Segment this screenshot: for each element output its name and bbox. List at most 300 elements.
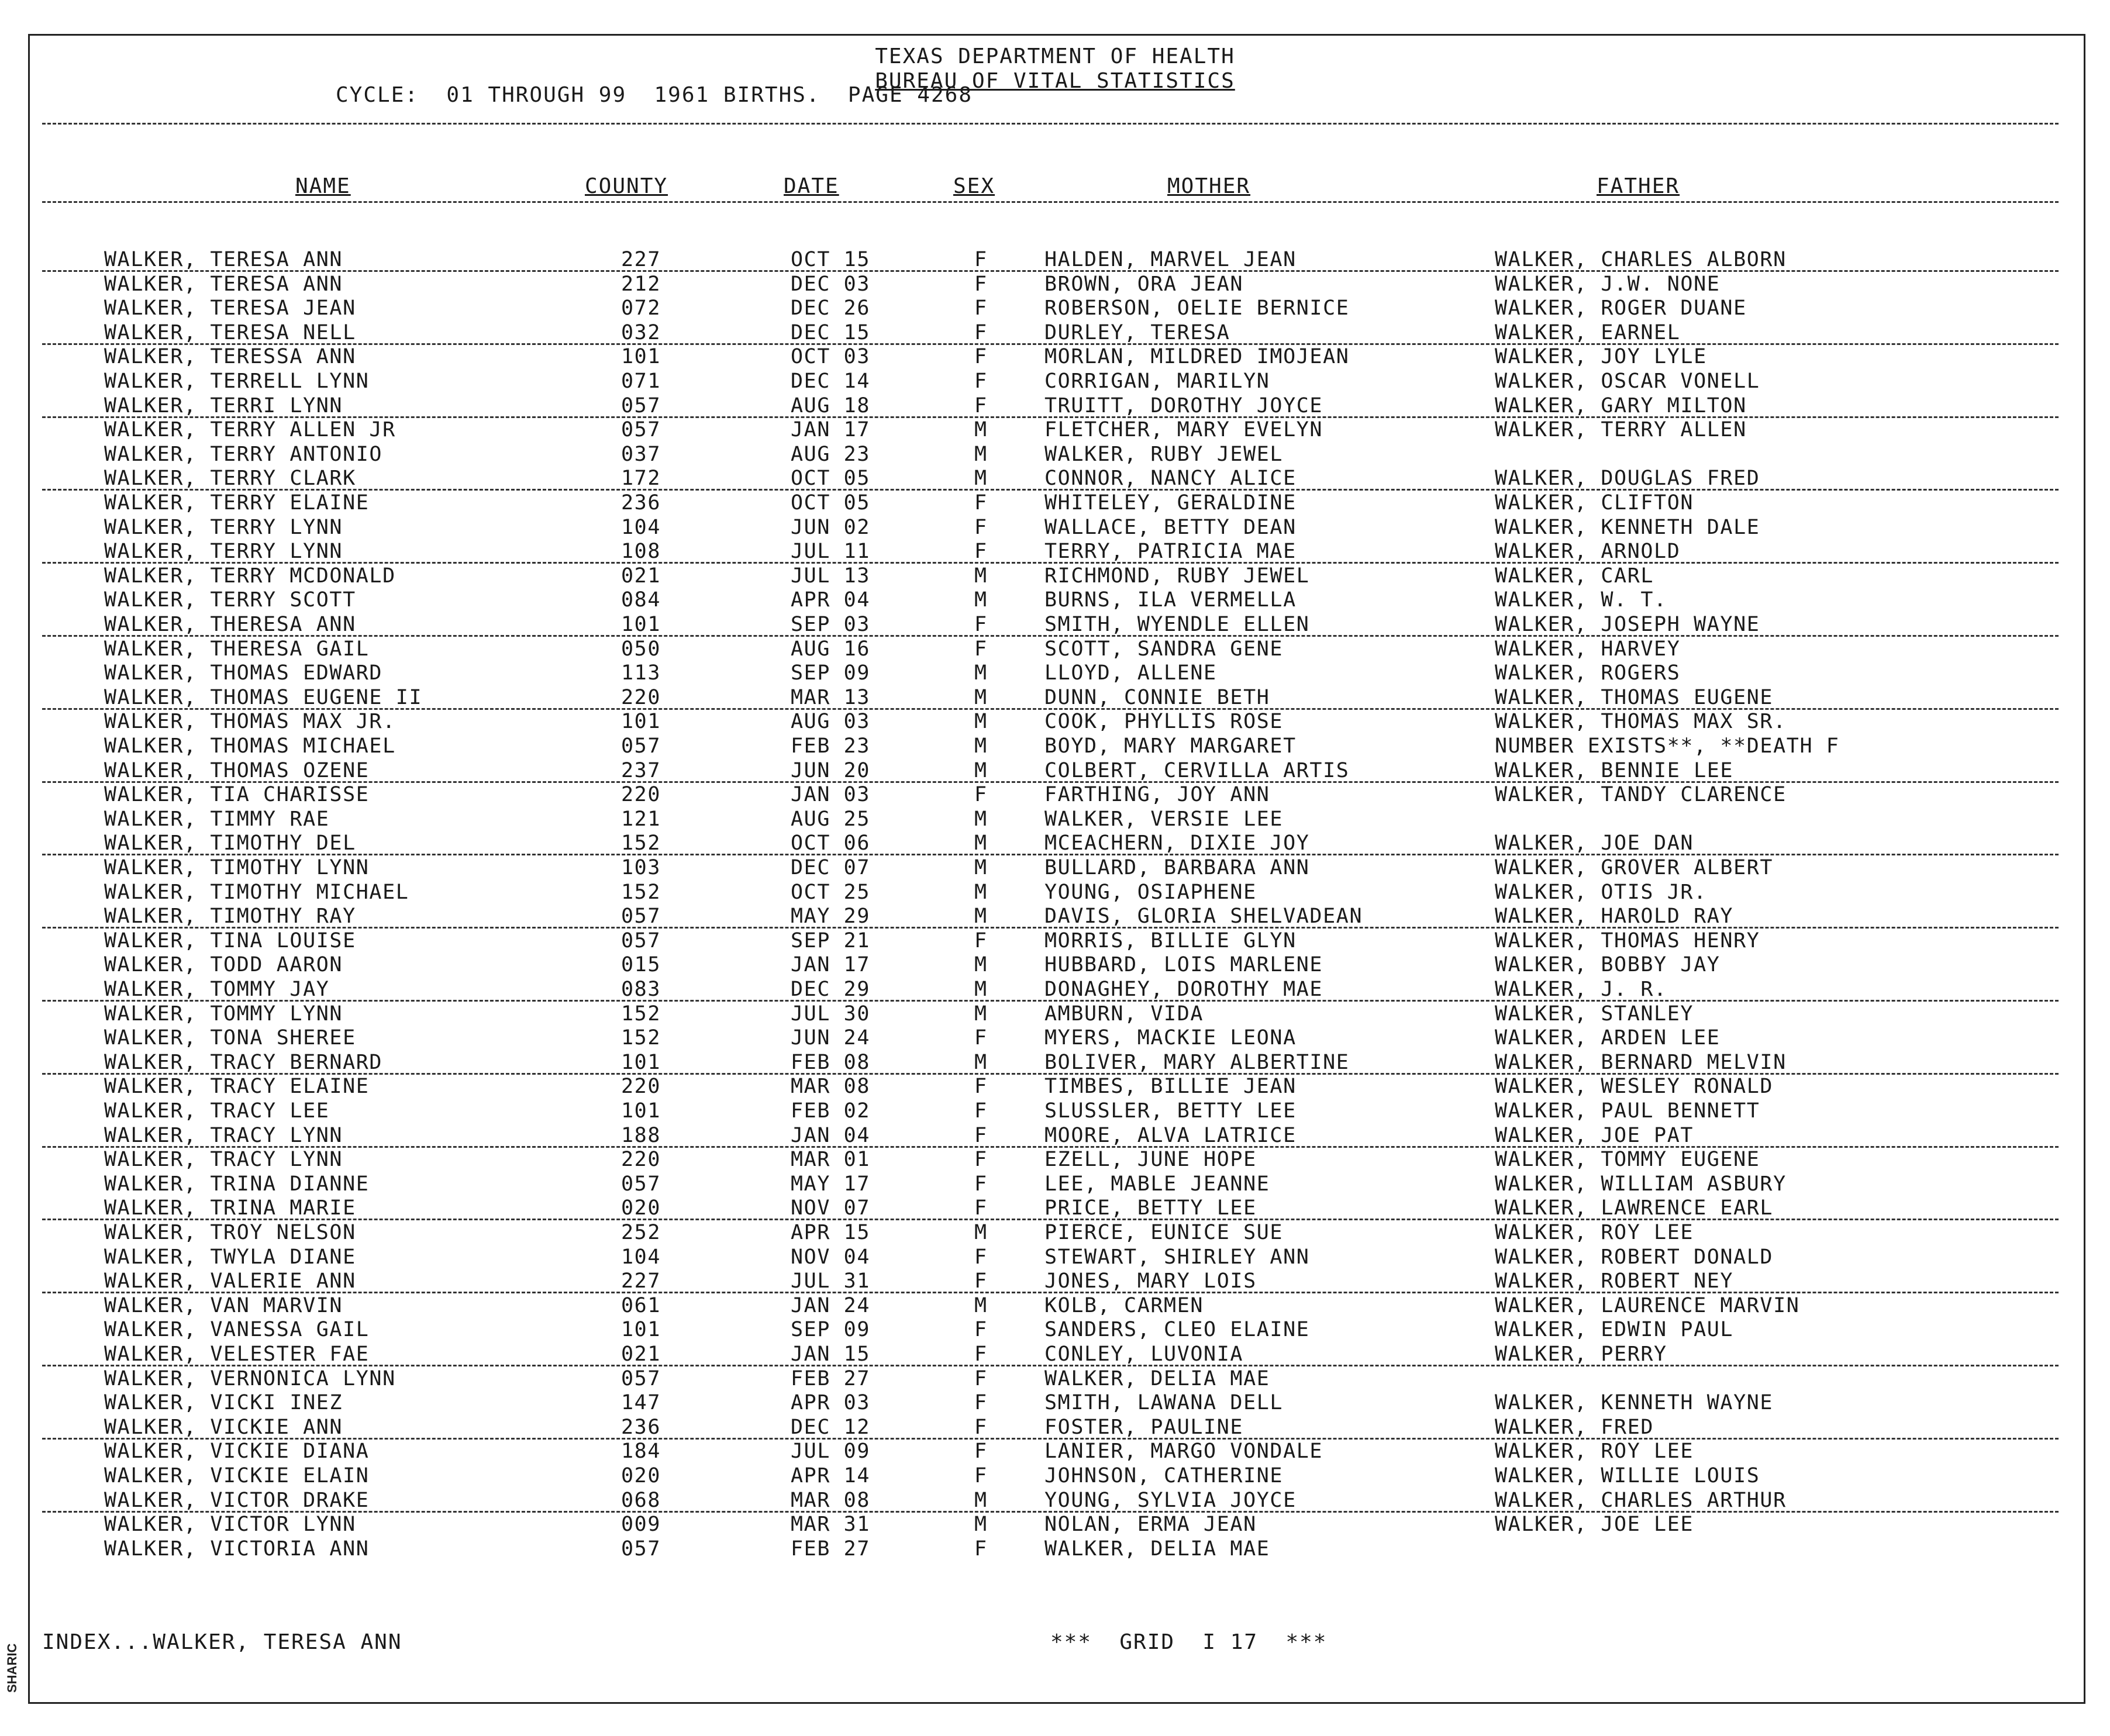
cell-name: WALKER, TRACY ELAINE [104,1075,370,1099]
cell-date: JUN 24 [791,1026,871,1050]
cell-mother: BROWN, ORA JEAN [1044,272,1244,296]
index-label: INDEX...WALKER, TERESA ANN [42,1630,402,1654]
table-row [0,929,2110,954]
cell-county: 057 [621,734,661,758]
cell-name: WALKER, VALERIE ANN [104,1269,356,1293]
grid-label: *** GRID I 17 *** [1050,1630,1328,1654]
cell-mother: CORRIGAN, MARILYN [1044,370,1270,393]
cell-mother: HUBBARD, LOIS MARLENE [1044,953,1323,977]
cell-date: AUG 16 [791,637,871,661]
separator-line [42,562,2059,564]
cell-father: WALKER, BERNARD MELVIN [1495,1050,1787,1074]
cell-date: JAN 03 [791,783,871,807]
column-header-mother: MOTHER [1167,174,1251,198]
cell-sex: M [974,734,988,758]
separator-line [42,854,2059,855]
cell-father: WALKER, JOE LEE [1495,1513,1694,1537]
cell-name: WALKER, VICKI INEZ [104,1391,343,1415]
cell-sex: M [974,564,988,588]
cell-name: WALKER, TRACY LYNN [104,1123,343,1147]
cell-county: 152 [621,1002,661,1026]
cell-date: APR 14 [791,1464,871,1487]
cell-father: WALKER, BOBBY JAY [1495,953,1721,977]
cell-mother: YOUNG, SYLVIA JOYCE [1044,1488,1297,1512]
cell-name: WALKER, TIMOTHY DEL [104,831,356,855]
cell-sex: M [974,1488,988,1512]
table-row [0,759,2110,784]
cell-county: 220 [621,1075,661,1099]
cell-father: WALKER, PERRY [1495,1342,1667,1366]
cell-sex: M [974,905,988,929]
cell-mother: JONES, MARY LOIS [1044,1269,1257,1293]
cell-name: WALKER, VANESSA GAIL [104,1318,370,1342]
cell-county: 188 [621,1123,661,1147]
cell-mother: DUNN, CONNIE BETH [1044,685,1270,709]
cell-mother: PIERCE, EUNICE SUE [1044,1221,1284,1244]
cell-mother: FLETCHER, MARY EVELYN [1044,418,1323,442]
cell-name: WALKER, TIA CHARISSE [104,783,370,807]
cell-name: WALKER, VICKIE ANN [104,1415,343,1439]
cell-mother: TERRY, PATRICIA MAE [1044,540,1297,564]
separator-line [42,1073,2059,1075]
cell-sex: F [974,296,988,320]
cell-mother: MORLAN, MILDRED IMOJEAN [1044,345,1350,369]
cell-father: WALKER, WILLIE LOUIS [1495,1464,1760,1487]
cell-father: WALKER, ROGER DUANE [1495,296,1747,320]
cell-sex: F [974,1537,988,1561]
cell-date: OCT 25 [791,880,871,904]
cell-mother: RICHMOND, RUBY JEWEL [1044,564,1310,588]
separator-line [42,1000,2059,1002]
table-row [0,1537,2110,1562]
cell-sex: M [974,880,988,904]
cell-county: 104 [621,515,661,539]
cell-sex: M [974,1293,988,1317]
table-row [0,710,2110,734]
cell-county: 057 [621,1172,661,1196]
cell-sex: M [974,978,988,1001]
cell-mother: MORRIS, BILLIE GLYN [1044,929,1297,952]
cell-sex: M [974,1050,988,1074]
cell-date: FEB 27 [791,1366,871,1390]
cell-date: JAN 15 [791,1342,871,1366]
cell-father: WALKER, BENNIE LEE [1495,758,1734,782]
table-row [0,661,2110,686]
cell-date: DEC 15 [791,320,871,344]
cell-sex: F [974,248,988,271]
cell-county: 021 [621,564,661,588]
cell-date: AUG 18 [791,394,871,417]
separator-line [42,1511,2059,1513]
cell-mother: BURNS, ILA VERMELLA [1044,588,1297,612]
cell-date: MAY 17 [791,1172,871,1196]
cell-county: 068 [621,1488,661,1512]
column-header-father: FATHER [1597,174,1680,198]
cell-mother: MOORE, ALVA LATRICE [1044,1123,1297,1147]
cell-mother: YOUNG, OSIAPHENE [1044,880,1257,904]
table-row [0,734,2110,759]
cell-sex: M [974,856,988,879]
cell-father: WALKER, GARY MILTON [1495,394,1747,417]
cell-sex: F [974,1245,988,1269]
cell-date: DEC 26 [791,296,871,320]
cell-sex: F [974,929,988,952]
cell-name: WALKER, TRACY LEE [104,1099,330,1123]
cell-date: AUG 25 [791,807,871,831]
cell-name: WALKER, VERNONICA LYNN [104,1366,396,1390]
cell-county: 050 [621,637,661,661]
cell-mother: LEE, MABLE JEANNE [1044,1172,1270,1196]
cell-mother: BOYD, MARY MARGARET [1044,734,1297,758]
cell-father: WALKER, EDWIN PAUL [1495,1318,1734,1342]
cell-date: FEB 08 [791,1050,871,1074]
table-row [0,905,2110,929]
table-row [0,1148,2110,1172]
table-row [0,443,2110,467]
cell-mother: WHITELEY, GERALDINE [1044,491,1297,515]
cell-name: WALKER, TRINA MARIE [104,1196,356,1220]
cell-date: OCT 05 [791,491,871,515]
cell-father: WALKER, PAUL BENNETT [1495,1099,1760,1123]
separator-line [42,1146,2059,1148]
cell-mother: SMITH, LAWANA DELL [1044,1391,1284,1415]
cell-name: WALKER, TERESA ANN [104,272,343,296]
table-row [0,1196,2110,1221]
cell-name: WALKER, TRINA DIANNE [104,1172,370,1196]
column-header-county: COUNTY [585,174,668,198]
cell-county: 020 [621,1464,661,1487]
cell-date: JAN 17 [791,418,871,442]
cell-father: WALKER, TERRY ALLEN [1495,418,1747,442]
cell-date: MAR 31 [791,1513,871,1537]
cell-date: JAN 04 [791,1123,871,1147]
cell-father: WALKER, OTIS JR. [1495,880,1707,904]
table-row [0,1099,2110,1124]
cell-county: 061 [621,1293,661,1317]
cell-county: 220 [621,685,661,709]
cell-county: 227 [621,248,661,271]
cell-mother: CONNOR, NANCY ALICE [1044,467,1297,491]
column-header-sex: SEX [953,174,995,198]
cell-father: WALKER, TANDY CLARENCE [1495,783,1787,807]
cell-name: WALKER, VICTOR DRAKE [104,1488,370,1512]
cell-county: 147 [621,1391,661,1415]
cell-date: DEC 14 [791,370,871,393]
cell-mother: STEWART, SHIRLEY ANN [1044,1245,1310,1269]
cell-father: WALKER, JOSEPH WAYNE [1495,613,1760,636]
table-row [0,1440,2110,1464]
cell-name: WALKER, VAN MARVIN [104,1293,343,1317]
table-row [0,1391,2110,1416]
cell-name: WALKER, TERRY LYNN [104,515,343,539]
cell-father: WALKER, THOMAS MAX SR. [1495,710,1787,734]
cell-sex: F [974,345,988,369]
cell-sex: M [974,588,988,612]
cell-sex: F [974,1196,988,1220]
cell-father: WALKER, TOMMY EUGENE [1495,1148,1760,1172]
table-row [0,637,2110,662]
cell-name: WALKER, TERRY CLARK [104,467,356,491]
cell-sex: F [974,394,988,417]
cell-father: WALKER, J.W. NONE [1495,272,1721,296]
cell-name: WALKER, TIMOTHY MICHAEL [104,880,409,904]
cell-county: 108 [621,540,661,564]
cell-father: WALKER, ARDEN LEE [1495,1026,1721,1050]
cell-mother: WALKER, DELIA MAE [1044,1366,1270,1390]
separator-line [42,927,2059,929]
cell-county: 071 [621,370,661,393]
cell-mother: HALDEN, MARVEL JEAN [1044,248,1297,271]
cell-date: OCT 15 [791,248,871,271]
cell-name: WALKER, VICKIE DIANA [104,1440,370,1464]
cell-sex: M [974,442,988,466]
cell-name: WALKER, TIMOTHY RAY [104,905,356,929]
cell-father: WALKER, JOE DAN [1495,831,1694,855]
cell-date: APR 03 [791,1391,871,1415]
cell-father: WALKER, CLIFTON [1495,491,1694,515]
cell-father: WALKER, ARNOLD [1495,540,1681,564]
cell-date: DEC 29 [791,978,871,1001]
cell-name: WALKER, VICKIE ELAIN [104,1464,370,1487]
cell-county: 212 [621,272,661,296]
cell-name: WALKER, THOMAS OZENE [104,758,370,782]
cell-sex: F [974,1366,988,1390]
cell-county: 152 [621,1026,661,1050]
cell-sex: F [974,491,988,515]
cell-county: 057 [621,905,661,929]
cell-date: SEP 21 [791,929,871,952]
cell-mother: AMBURN, VIDA [1044,1002,1204,1026]
cell-county: 057 [621,1366,661,1390]
cell-date: FEB 27 [791,1537,871,1561]
cell-mother: PRICE, BETTY LEE [1044,1196,1257,1220]
cell-date: APR 04 [791,588,871,612]
cell-date: OCT 03 [791,345,871,369]
cell-name: WALKER, TERRY SCOTT [104,588,356,612]
cell-sex: F [974,370,988,393]
cell-sex: M [974,807,988,831]
column-header-name: NAME [295,174,351,198]
separator-line [42,1219,2059,1220]
cell-county: 020 [621,1196,661,1220]
cell-county: 101 [621,613,661,636]
cell-sex: F [974,1318,988,1342]
cell-mother: MYERS, MACKIE LEONA [1044,1026,1297,1050]
table-row [0,613,2110,637]
cell-sex: F [974,1269,988,1293]
separator-line [42,781,2059,783]
cell-name: WALKER, TERESSA ANN [104,345,356,369]
cell-father: WALKER, KENNETH DALE [1495,515,1760,539]
cell-county: 184 [621,1440,661,1464]
cell-date: MAR 08 [791,1075,871,1099]
cell-name: WALKER, TERESA ANN [104,248,343,271]
cell-county: 172 [621,467,661,491]
separator-line [42,416,2059,418]
cell-mother: EZELL, JUNE HOPE [1044,1148,1257,1172]
table-row [0,248,2110,272]
table-row [0,831,2110,856]
cell-county: 101 [621,710,661,734]
cell-county: 152 [621,831,661,855]
cell-date: AUG 03 [791,710,871,734]
cell-county: 236 [621,1415,661,1439]
cell-name: WALKER, TRACY LYNN [104,1148,343,1172]
cell-sex: F [974,540,988,564]
table-row [0,540,2110,564]
cell-name: WALKER, THOMAS MICHAEL [104,734,396,758]
cell-county: 101 [621,1050,661,1074]
cell-date: APR 15 [791,1221,871,1244]
cell-mother: BULLARD, BARBARA ANN [1044,856,1310,879]
cell-sex: F [974,515,988,539]
cell-county: 009 [621,1513,661,1537]
cell-father: WALKER, ROY LEE [1495,1440,1694,1464]
column-header-date: DATE [784,174,839,198]
table-row [0,1002,2110,1027]
table-row [0,516,2110,540]
cell-date: JAN 24 [791,1293,871,1317]
cell-date: JUN 02 [791,515,871,539]
cell-sex: M [974,685,988,709]
separator-line [42,1438,2059,1440]
cell-name: WALKER, TIMMY RAE [104,807,330,831]
separator-line [42,708,2059,710]
cell-name: WALKER, TERRY LYNN [104,540,343,564]
cell-county: 121 [621,807,661,831]
cell-date: OCT 06 [791,831,871,855]
table-row [0,1221,2110,1245]
cell-mother: SMITH, WYENDLE ELLEN [1044,613,1310,636]
cell-mother: CONLEY, LUVONIA [1044,1342,1244,1366]
table-row [0,856,2110,881]
cell-mother: DAVIS, GLORIA SHELVADEAN [1044,905,1363,929]
table-row [0,1318,2110,1342]
cell-date: AUG 23 [791,442,871,466]
cell-mother: SCOTT, SANDRA GENE [1044,637,1284,661]
table-row [0,296,2110,321]
cell-county: 021 [621,1342,661,1366]
cell-mother: WALKER, DELIA MAE [1044,1537,1270,1561]
cell-date: JUL 09 [791,1440,871,1464]
cell-sex: F [974,1075,988,1099]
cell-sex: M [974,758,988,782]
cell-mother: COLBERT, CERVILLA ARTIS [1044,758,1350,782]
cell-father: WALKER, HARVEY [1495,637,1681,661]
cell-sex: F [974,320,988,344]
cell-father: WALKER, OSCAR VONELL [1495,370,1760,393]
table-row [0,1269,2110,1294]
cell-mother: TRUITT, DOROTHY JOYCE [1044,394,1323,417]
cell-date: JUL 13 [791,564,871,588]
table-row [0,1294,2110,1319]
cell-sex: F [974,1172,988,1196]
cell-county: 057 [621,418,661,442]
cell-sex: F [974,613,988,636]
cell-name: WALKER, TWYLA DIANE [104,1245,356,1269]
cell-father: WALKER, JOY LYLE [1495,345,1707,369]
cell-father: WALKER, KENNETH WAYNE [1495,1391,1774,1415]
cell-name: WALKER, THOMAS EDWARD [104,661,383,685]
cell-name: WALKER, TERESA NELL [104,320,356,344]
cycle-line: CYCLE: 01 THROUGH 99 1961 BIRTHS. PAGE 4268 [336,83,973,107]
cell-name: WALKER, TINA LOUISE [104,929,356,952]
cell-date: OCT 05 [791,467,871,491]
cell-county: 083 [621,978,661,1001]
cell-date: FEB 23 [791,734,871,758]
cell-date: NOV 04 [791,1245,871,1269]
cell-name: WALKER, TERRY MCDONALD [104,564,396,588]
department-title: TEXAS DEPARTMENT OF HEALTH [875,44,1235,68]
cell-county: 113 [621,661,661,685]
bureau-title: BUREAU OF VITAL STATISTICS [875,69,1235,93]
cell-county: 084 [621,588,661,612]
cell-name: WALKER, TROY NELSON [104,1221,356,1244]
cell-mother: DURLEY, TERESA [1044,320,1230,344]
cell-county: 015 [621,953,661,977]
cell-name: WALKER, TONA SHEREE [104,1026,356,1050]
cell-mother: BOLIVER, MARY ALBERTINE [1044,1050,1350,1074]
cell-name: WALKER, THERESA GAIL [104,637,370,661]
cell-sex: F [974,1415,988,1439]
cell-date: SEP 03 [791,613,871,636]
cell-mother: DONAGHEY, DOROTHY MAE [1044,978,1323,1001]
separator-line [42,270,2059,272]
cell-date: JUL 31 [791,1269,871,1293]
cell-mother: ROBERSON, OELIE BERNICE [1044,296,1350,320]
cell-name: WALKER, TERRI LYNN [104,394,343,417]
cell-sex: F [974,1440,988,1464]
cell-county: 103 [621,856,661,879]
cell-name: WALKER, TERRY ANTONIO [104,442,383,466]
table-row [0,370,2110,394]
cell-father: WALKER, THOMAS HENRY [1495,929,1760,952]
cell-sex: F [974,1148,988,1172]
cell-county: 037 [621,442,661,466]
cell-sex: F [974,637,988,661]
table-row [0,1416,2110,1440]
cell-sex: F [974,1026,988,1050]
table-row [0,272,2110,297]
cell-father: WALKER, JOE PAT [1495,1123,1694,1147]
cell-name: WALKER, TERESA JEAN [104,296,356,320]
cell-sex: M [974,1002,988,1026]
cell-mother: WALKER, RUBY JEWEL [1044,442,1284,466]
cell-sex: M [974,1221,988,1244]
cell-county: 236 [621,491,661,515]
cell-name: WALKER, VICTOR LYNN [104,1513,356,1537]
table-row [0,783,2110,807]
table-row [0,1245,2110,1270]
cell-date: JAN 17 [791,953,871,977]
cell-sex: F [974,783,988,807]
cell-date: DEC 12 [791,1415,871,1439]
cell-father: WALKER, CHARLES ALBORN [1495,248,1787,271]
table-row [0,686,2110,710]
cell-county: 057 [621,394,661,417]
separator-line [42,489,2059,491]
cell-sex: F [974,1342,988,1366]
cell-father: WALKER, EARNEL [1495,320,1681,344]
cell-sex: M [974,831,988,855]
cell-date: JUN 20 [791,758,871,782]
cell-father: NUMBER EXISTS**, **DEATH F [1495,734,1840,758]
cell-county: 057 [621,1537,661,1561]
table-row [0,491,2110,516]
table-row [0,394,2110,419]
cell-sex: M [974,467,988,491]
table-row [0,1513,2110,1537]
